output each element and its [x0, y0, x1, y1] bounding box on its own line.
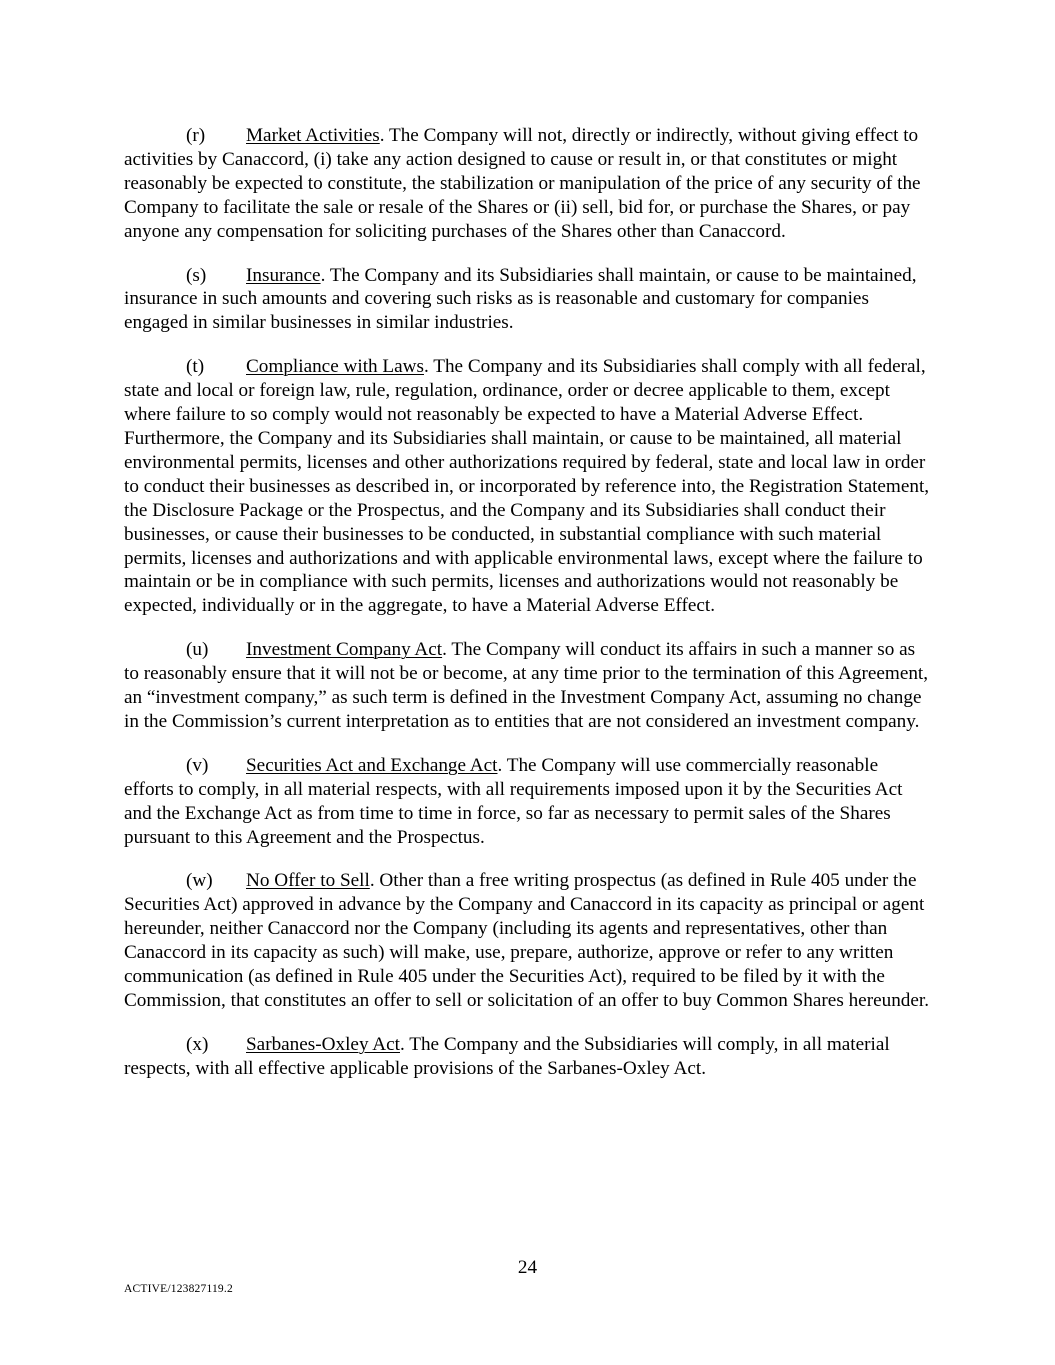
page-number: 24: [517, 1257, 538, 1278]
paragraph-text: . The Company will conduct its affairs in such a manner so as to reasonably ensure that it will not be or become, at any time prior to the termination of this Agreement, an “investment company,” as such term is defined in the Investment Company Act, assuming no change in the Commission’s current interpretation as to entities that are not considered an investment company.: [124, 639, 929, 732]
paragraph-text: . The Company will use commercially reasonable efforts to comply, in all material respects, with all requirements imposed upon it by the Securities Act and the Exchange Act as from time to time in force, so far as necessary to permit sales of the Shares pursuant to this Agreement and the Prospectus.: [124, 754, 903, 848]
paragraph-text: . Other than a free writing prospectus (as defined in Rule 405 under the Securities Act) approved in advance by the Company and Canaccord in its capacity as principal or agent hereunder, neither Canaccord nor the Company (including its agents and representatives, other than Canaccord in its capacity as such) will make, use, prepare, authorize, approve or refer to any written communication (as defined in Rule 405 under the Securities Act), required to be filed by it with the Commission, that constitutes an offer to sell or solicitation of an offer to buy Common Shares hereunder.: [124, 870, 930, 1011]
paragraph-label: (w): [186, 870, 213, 892]
document-body: [124, 124, 930, 1101]
paragraph-w: [124, 869, 930, 1012]
paragraph-heading: Securities Act and Exchange Act: [246, 754, 498, 776]
paragraph-heading: Sarbanes-Oxley Act: [246, 1033, 400, 1055]
paragraph-u: [124, 638, 930, 734]
paragraph-text: . The Company and the Subsidiaries will comply, in all material respects, with all effective applicable provisions of the Sarbanes-Oxley Act.: [124, 1033, 890, 1079]
paragraph-label: (u): [186, 639, 209, 661]
paragraph-r: [124, 124, 930, 244]
paragraph-heading: Compliance with Laws: [246, 356, 424, 378]
paragraph-s: [124, 264, 930, 336]
paragraph-text: . The Company and its Subsidiaries shall maintain, or cause to be maintained, insurance in such amounts and covering such risks as is reasonable and customary for companies engaged in similar businesses in similar industries.: [124, 264, 917, 334]
paragraph-label: (v): [186, 754, 209, 776]
paragraph-label: (r): [186, 125, 206, 146]
paragraph-heading: Investment Company Act: [246, 639, 443, 661]
paragraph-heading: Insurance: [246, 264, 321, 286]
paragraph-heading: Market Activities: [246, 125, 380, 146]
paragraph-label: (s): [186, 264, 207, 286]
paragraph-text: . The Company will not, directly or indirectly, without giving effect to activities by Canaccord, (i) take any action designed to cause or result in, or that constitutes or might reasonably be expected to constitute, the stabilization or manipulation of the price of any security of the Company to facilitate the sale or resale of the Shares or (ii) sell, bid for, or purchase the Shares, or pay anyone any compensation for soliciting purchases of the Shares other than Canaccord.: [124, 125, 921, 242]
paragraph-heading: No Offer to Sell: [246, 870, 370, 892]
paragraph-v: [124, 754, 930, 850]
document-footer-id: ACTIVE/123827119.2: [124, 1283, 233, 1295]
paragraph-text: . The Company and its Subsidiaries shall comply with all federal, state and local or foreign law, rule, regulation, ordinance, order or decree applicable to them, except where failure to so comply would not reasonably be expected to have a Material Adverse Effect. Furthermore, the Company and its Subsidiaries shall maintain, or cause to be maintained, all material environmental permits, licenses and other authorizations required by federal, state and local law in order to conduct their businesses as described in, or incorporated by reference into, the Registration Statement, the Disclosure Package or the Prospectus, and the Company and its Subsidiaries shall conduct their businesses, or cause their businesses to be conducted, in substantial compliance with such material permits, licenses and authorizations and with applicable environmental laws, except where the failure to maintain or be in compliance with such permits, licenses and authorizations would not reasonably be expected, individually or in the aggregate, to have a Material Adverse Effect.: [124, 356, 930, 617]
paragraph-label: (x): [186, 1033, 209, 1055]
paragraph-x: [124, 1033, 930, 1081]
paragraph-t: [124, 355, 930, 618]
paragraph-label: (t): [186, 356, 205, 378]
